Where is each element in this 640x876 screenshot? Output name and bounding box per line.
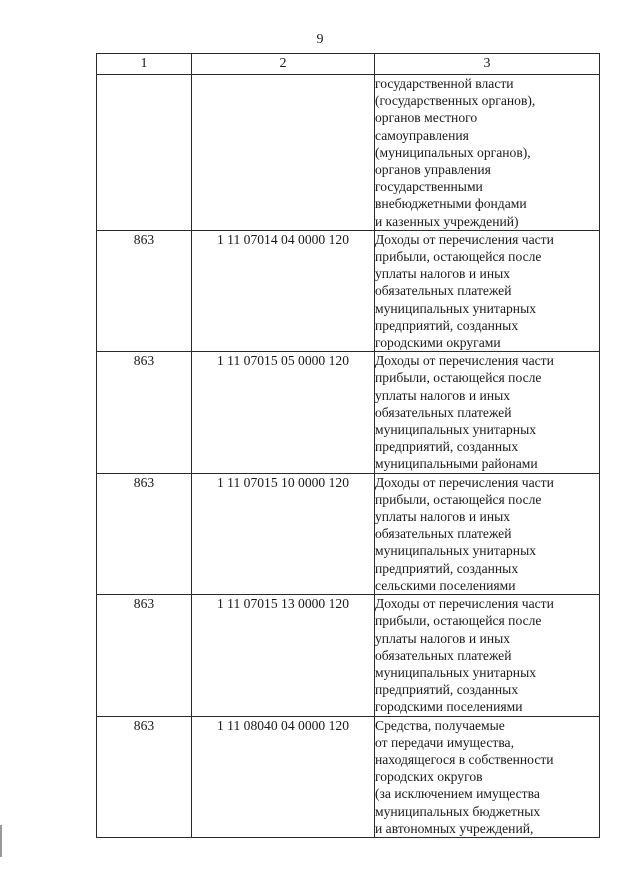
table-row (97, 473, 600, 594)
table-row (97, 595, 600, 716)
admin-code-cell: 863 (97, 352, 192, 473)
kbk-code-cell: 1 11 07015 05 0000 120 (192, 352, 375, 473)
description-line: уплаты налогов и иных (375, 387, 511, 403)
description-line: городских округов (375, 769, 483, 785)
description-line: Доходы от перечисления части (375, 231, 554, 247)
description-line: государственными (375, 179, 483, 195)
description-line: государственной власти (375, 76, 514, 91)
admin-code-cell: 863 (97, 716, 192, 837)
description-line: Доходы от перечисления части (375, 353, 554, 369)
kbk-code-cell: 1 11 07014 04 0000 120 (192, 230, 375, 351)
description-line: предприятий, созданных (375, 560, 519, 576)
description-line: органов местного (375, 110, 478, 126)
description-line: сельскими поселениями (375, 577, 516, 593)
income-description-cell (375, 716, 600, 837)
budget-revenue-table (96, 53, 600, 838)
description-line: предприятий, созданных (375, 439, 519, 455)
admin-code-cell (97, 75, 192, 231)
description-line: муниципальных бюджетных (375, 803, 541, 819)
kbk-code-cell: 1 11 07015 13 0000 120 (192, 595, 375, 716)
description-line: муниципальных унитарных (375, 543, 537, 559)
income-description-cell (375, 352, 600, 473)
page-number: 9 (316, 32, 324, 47)
admin-code-cell: 863 (97, 595, 192, 716)
description-line: муниципальных унитарных (375, 664, 537, 680)
description-line: предприятий, созданных (375, 317, 519, 333)
table-header-row (97, 54, 600, 75)
description-line: обязательных платежей (375, 647, 512, 663)
description-line: предприятий, созданных (375, 682, 519, 698)
column-header-3: 3 (375, 54, 600, 75)
description-line: прибыли, остающейся после (375, 249, 542, 265)
description-line: прибыли, остающейся после (375, 613, 542, 629)
income-description-cell (375, 473, 600, 594)
description-line: самоуправления (375, 127, 469, 143)
table-row (97, 230, 600, 351)
description-line: уплаты налогов и иных (375, 630, 511, 646)
description-line: прибыли, остающейся после (375, 491, 542, 507)
description-line: муниципальных унитарных (375, 300, 537, 316)
description-line: обязательных платежей (375, 283, 512, 299)
kbk-code-cell: 1 11 07015 10 0000 120 (192, 473, 375, 594)
description-line: внебюджетными фондами (375, 196, 527, 212)
admin-code-cell: 863 (97, 230, 192, 351)
description-line: городскими поселениями (375, 699, 523, 715)
column-header-2: 2 (192, 54, 375, 75)
description-line: Средства, получаемые (375, 717, 505, 733)
kbk-code-cell: 1 11 08040 04 0000 120 (192, 716, 375, 837)
description-line: городскими округами (375, 335, 501, 351)
income-description-cell (375, 230, 600, 351)
scan-edge-mark (0, 825, 2, 857)
admin-code-cell: 863 (97, 473, 192, 594)
description-line: (муниципальных органов), (375, 144, 531, 160)
description-line: и автономных учреждений, (375, 820, 534, 836)
description-line: Доходы от перечисления части (375, 474, 554, 490)
description-line: органов управления (375, 162, 491, 178)
table-row (97, 716, 600, 837)
description-line: (государственных органов), (375, 93, 536, 109)
description-line: Доходы от перечисления части (375, 596, 554, 612)
description-line: от передачи имущества, (375, 734, 514, 750)
description-line: муниципальными районами (375, 456, 538, 472)
table-row (97, 352, 600, 473)
description-line: находящегося в собственности (375, 751, 554, 767)
description-line: (за исключением имущества (375, 786, 540, 802)
description-line: обязательных платежей (375, 404, 512, 420)
table-row (97, 75, 600, 231)
description-line: обязательных платежей (375, 526, 512, 542)
description-line: прибыли, остающейся после (375, 370, 542, 386)
description-line: уплаты налогов и иных (375, 509, 511, 525)
income-description-cell (375, 75, 600, 231)
description-line: муниципальных унитарных (375, 422, 537, 438)
kbk-code-cell (192, 75, 375, 231)
description-line: уплаты налогов и иных (375, 266, 511, 282)
column-header-1: 1 (97, 54, 192, 75)
income-description-cell (375, 595, 600, 716)
description-line: и казенных учреждений) (375, 213, 519, 229)
